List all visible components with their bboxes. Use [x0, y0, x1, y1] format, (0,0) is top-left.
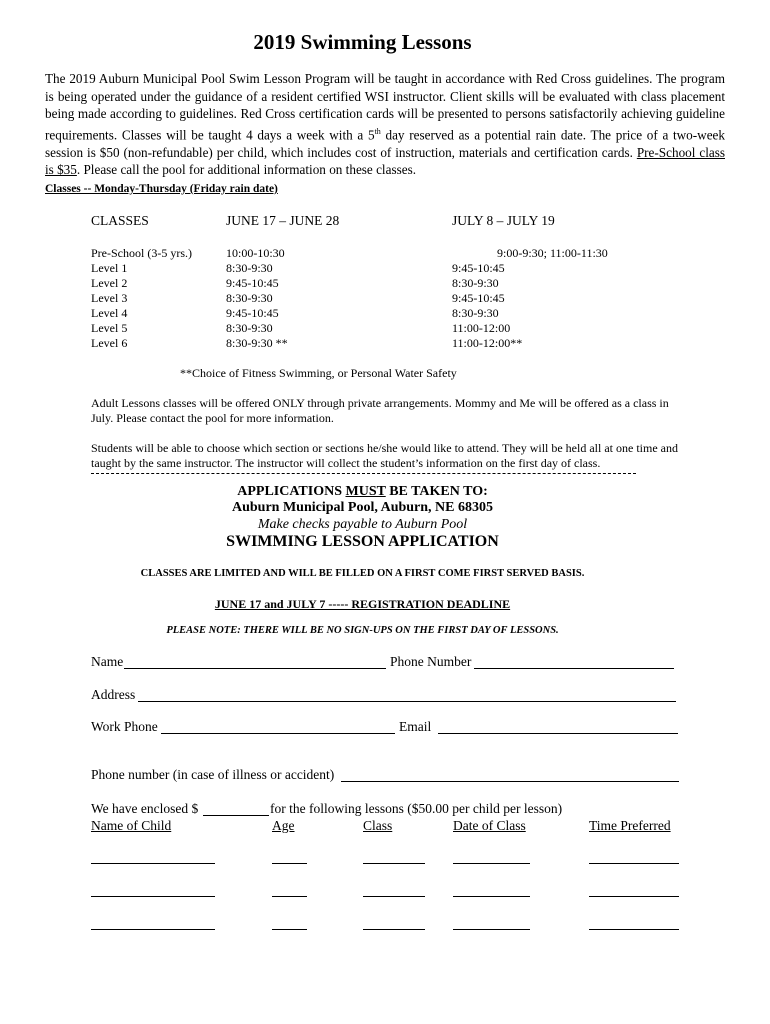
preschool-price: Pre-School class is $35: [45, 144, 725, 178]
applications-suffix: BE TAKEN TO:: [385, 484, 488, 499]
age-header: Age: [272, 818, 295, 833]
june-time: 9:45-10:45: [226, 306, 279, 320]
name-label: Name: [91, 654, 124, 669]
email-label: Email: [399, 719, 432, 734]
phone-number-field[interactable]: [474, 668, 674, 669]
child-name-field[interactable]: [91, 863, 215, 864]
class-name: Level 6: [91, 336, 128, 350]
class-name: Level 3: [91, 291, 128, 305]
child-date-field[interactable]: [453, 929, 530, 930]
schedule-footnote: **Choice of Fitness Swimming, or Personal Water Safety: [180, 366, 457, 380]
child-age-field[interactable]: [272, 863, 307, 864]
child-age-field[interactable]: [272, 896, 307, 897]
class-name: Level 2: [91, 276, 128, 290]
pool-address: Auburn Municipal Pool, Auburn, NE 68305: [231, 500, 493, 515]
intro-text-3: . Please call the pool for additional information on these classes.: [76, 162, 416, 178]
june-time: 8:30-9:30: [226, 261, 273, 275]
child-name-header: Name of Child: [91, 818, 172, 833]
cut-line-divider: [91, 473, 636, 474]
june-time: 10:00-10:30: [226, 246, 285, 260]
july-time: 11:00-12:00: [452, 321, 511, 335]
intro-paragraph: [45, 70, 725, 179]
child-age-field[interactable]: [272, 929, 307, 930]
june-time: 9:45-10:45: [226, 276, 279, 290]
july-time: 9:00-9:30; 11:00-11:30: [497, 246, 608, 260]
class-name: Level 5: [91, 321, 128, 335]
child-name-field[interactable]: [91, 929, 215, 930]
july-time: 9:45-10:45: [452, 261, 505, 275]
phone-number-label: Phone Number: [390, 654, 472, 669]
students-note: Students will be able to choose which section or sections he/she would like to attend. They will be held all at one time and taught by the same instructor. The instructor will collect the student’s information on the first day of class.: [91, 441, 678, 470]
address-label: Address: [91, 687, 136, 702]
header-june-session: JUNE 17 – JUNE 28: [226, 213, 340, 228]
class-name: Level 4: [91, 306, 128, 320]
child-class-field[interactable]: [363, 896, 425, 897]
child-name-field[interactable]: [91, 896, 215, 897]
no-signup-note: PLEASE NOTE: THERE WILL BE NO SIGN-UPS ON THE FIRST DAY OF LESSONS.: [166, 625, 559, 636]
child-date-field[interactable]: [453, 896, 530, 897]
june-time: 8:30-9:30 **: [226, 336, 288, 350]
enclosed-suffix: for the following lessons ($50.00 per child per lesson): [270, 801, 563, 816]
intro-superscript: th: [374, 126, 381, 136]
emergency-phone-label: Phone number (in case of illness or accident): [91, 767, 335, 782]
applications-prefix: APPLICATIONS: [237, 484, 346, 499]
application-title: SWIMMING LESSON APPLICATION: [226, 533, 499, 550]
name-field[interactable]: [124, 668, 386, 669]
child-time-field[interactable]: [589, 896, 679, 897]
july-time: 8:30-9:30: [452, 276, 499, 290]
work-phone-field[interactable]: [161, 733, 395, 734]
header-july-session: JULY 8 – JULY 19: [452, 213, 555, 228]
enclosed-label: We have enclosed $: [91, 801, 199, 816]
child-time-field[interactable]: [589, 929, 679, 930]
checks-payable-note: Make checks payable to Auburn Pool: [257, 517, 468, 532]
address-field[interactable]: [138, 701, 676, 702]
intro-text-2: day reserved as a potential rain date. The price of a two-week session is $50 (non-refundable) per child, which includes cost of instruction, materials and certification cards.: [45, 127, 725, 160]
enclosed-amount-field[interactable]: [203, 815, 269, 816]
adult-lessons-note: Adult Lessons classes will be offered ONLY through private arrangements. Mommy and Me will be offered as a class in July. Please contact the pool for more information.: [91, 396, 669, 425]
july-time: 11:00-12:00**: [452, 336, 523, 350]
intro-text: The 2019 Auburn Municipal Pool Swim Lesson Program will be taught in accordance with Red Cross guidelines. The program is being operated under the guidance of a resident certified WSI instructor. Client skills will be evaluated with class placement being made according to guidelines. Red Cross certification cards will be presented to persons satisfactorily achieving guideline requirements. Classes will be taught 4 days a week with a 5: [45, 71, 725, 143]
class-header: Class: [363, 818, 393, 833]
header-classes: CLASSES: [91, 213, 149, 228]
must-word: MUST: [345, 484, 386, 499]
emergency-phone-field[interactable]: [341, 781, 679, 782]
class-name: Pre-School (3-5 yrs.): [91, 246, 192, 260]
email-field[interactable]: [438, 733, 678, 734]
date-of-class-header: Date of Class: [453, 818, 526, 833]
page-title: 2019 Swimming Lessons: [253, 30, 472, 54]
class-name: Level 1: [91, 261, 128, 275]
june-time: 8:30-9:30: [226, 291, 273, 305]
july-time: 9:45-10:45: [452, 291, 505, 305]
limited-classes-notice: CLASSES ARE LIMITED AND WILL BE FILLED ON A FIRST COME FIRST SERVED BASIS.: [140, 568, 585, 579]
child-time-field[interactable]: [589, 863, 679, 864]
registration-deadline: JUNE 17 and JULY 7 ----- REGISTRATION DEADLINE: [214, 597, 511, 611]
time-preferred-header: Time Preferred: [589, 818, 671, 833]
schedule-heading: Classes -- Monday-Thursday (Friday rain date): [45, 183, 278, 195]
june-time: 8:30-9:30: [226, 321, 273, 335]
child-class-field[interactable]: [363, 929, 425, 930]
applications-heading: [0, 484, 725, 500]
child-class-field[interactable]: [363, 863, 425, 864]
child-date-field[interactable]: [453, 863, 530, 864]
work-phone-label: Work Phone: [91, 719, 158, 734]
july-time: 8:30-9:30: [452, 306, 499, 320]
